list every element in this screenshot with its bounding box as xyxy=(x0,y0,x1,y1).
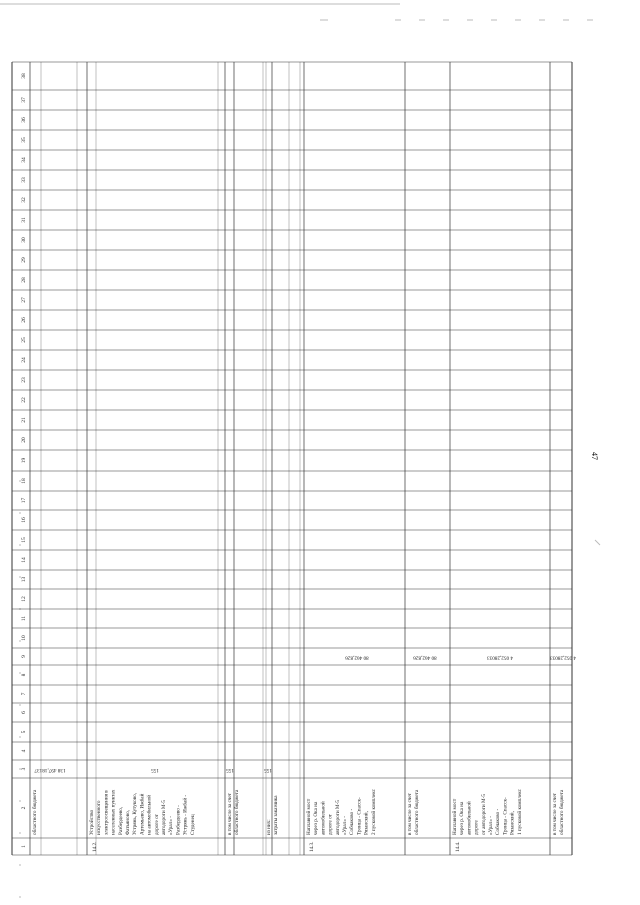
table-grid xyxy=(12,62,572,855)
column-header-number: 15 xyxy=(21,537,27,543)
row-number: 14.3. xyxy=(309,841,315,852)
row-name-line: Рязанский, xyxy=(363,811,370,835)
row-name-line: Разбердеево, xyxy=(117,806,124,835)
table-body xyxy=(31,655,576,853)
row-name-line: дороге xyxy=(473,820,480,835)
row-name-line: областного бюджета xyxy=(414,789,421,835)
row-name-line: Наплавной мост xyxy=(452,798,458,835)
col3-value: 155 xyxy=(226,767,234,773)
table-row xyxy=(305,655,377,853)
table-row xyxy=(226,767,240,835)
row-name-line: Устройство xyxy=(89,809,95,835)
col3-value: 155 xyxy=(264,767,272,773)
row-number: 14.4. xyxy=(455,841,461,852)
col9-value: 80 462,826 xyxy=(413,654,437,661)
row-name-line: из них: xyxy=(266,819,272,835)
column-header-number: 8 xyxy=(21,673,27,677)
table-row xyxy=(88,767,196,852)
row-name-line: Троица - Спасск- xyxy=(356,797,363,835)
row-name-line: в том числе за счет xyxy=(407,793,413,835)
column-header-number: 1 xyxy=(21,845,27,848)
row-name-line: электроосвещения в xyxy=(103,790,110,835)
col3-value: 155 xyxy=(151,767,159,773)
row-name-line: Устрянь - Ижбай - xyxy=(182,794,189,835)
row-name-line: в том числе за счет xyxy=(227,793,233,835)
column-header-number: 35 xyxy=(21,137,27,143)
row-number: 14.2. xyxy=(92,841,98,852)
row-name-line: населенных пунктах xyxy=(110,789,117,835)
column-header-row xyxy=(21,73,27,848)
row-name-line: автомобильной xyxy=(466,801,473,835)
row-name-line: Наплавной мост xyxy=(306,798,312,835)
column-header-number: 34 xyxy=(21,157,27,163)
col3-value: 138 497,18137 xyxy=(34,767,66,773)
column-header-number: 22 xyxy=(21,397,27,403)
column-header-number: 13 xyxy=(21,576,27,583)
column-header-number: 37 xyxy=(21,97,27,103)
column-header-number: 33 xyxy=(21,177,27,183)
column-header-number: 14 xyxy=(21,557,27,563)
row-name-line: Артемьево, Ижбай xyxy=(139,793,146,835)
column-header-number: 11 xyxy=(21,615,27,622)
column-header-number: 31 xyxy=(21,217,27,223)
row-name-line: затраты заказчика xyxy=(273,795,280,835)
row-name-line: Троица - Спасск- xyxy=(502,797,509,835)
column-header-number: 16 xyxy=(21,517,27,523)
row-name-line: искусственного xyxy=(96,800,103,835)
column-header-number: 12 xyxy=(21,596,27,602)
column-header-number: 18 xyxy=(21,478,27,484)
column-header-number: 9 xyxy=(21,655,27,658)
column-header-number: 19 xyxy=(21,457,27,464)
row-name-line: на автомобильной xyxy=(146,794,153,835)
col9-value: 80 462,826 xyxy=(345,654,369,661)
row-name-line: через р. Ока на xyxy=(313,801,320,835)
table-row xyxy=(31,767,66,835)
column-header-number: 17 xyxy=(21,497,27,504)
column-header-number: 5 xyxy=(21,730,27,734)
row-name-line: автомобильной xyxy=(320,801,327,835)
row-name-line: Собчаково - xyxy=(349,808,356,835)
column-header-number: 20 xyxy=(21,437,27,443)
row-name-line: автодороги М-5 xyxy=(334,800,341,835)
row-name-line: Студенец xyxy=(189,814,196,835)
column-header-number: 38 xyxy=(21,73,27,79)
column-header-number: 26 xyxy=(21,317,27,323)
column-header-number: 2 xyxy=(21,806,27,810)
page-number: 47 xyxy=(590,452,599,460)
row-name-line: через р. Ока на xyxy=(459,801,466,835)
row-name-line: «Урал» - xyxy=(342,816,348,835)
column-header-number: 36 xyxy=(21,117,27,123)
column-header-number: 27 xyxy=(21,297,27,303)
row-name-line: от автодороги М-5 xyxy=(480,794,487,835)
row-name-line: 1 пусковой комплекс xyxy=(516,789,523,835)
column-header-number: 10 xyxy=(21,635,27,641)
col9-value: 4 052,28033 xyxy=(487,654,513,661)
row-name-line: Разбердеево - xyxy=(175,805,182,835)
row-name-line: «Урал» - xyxy=(488,816,494,835)
table-row xyxy=(451,655,523,853)
row-name-line: дороге от xyxy=(327,814,334,835)
table-row xyxy=(407,655,437,836)
row-name-line: Фатьяново, xyxy=(125,810,131,835)
row-name-line: Собчаково - xyxy=(495,808,502,835)
column-header-number: 21 xyxy=(21,417,27,423)
column-header-number: 3 xyxy=(21,767,27,771)
column-header-number: 4 xyxy=(21,749,27,753)
row-name-line: в том числе за счет xyxy=(552,793,558,835)
col9-value: 4 052,28033 xyxy=(550,654,576,661)
row-name-line: «Урал» - xyxy=(168,816,175,835)
row-name-line: областного бюджета xyxy=(559,789,566,835)
column-header-number: 28 xyxy=(21,277,27,283)
column-header-number: 24 xyxy=(21,357,27,363)
column-header-number: 25 xyxy=(21,337,27,343)
row-name-line: областного бюджета xyxy=(32,789,38,835)
row-name-line: Рязанский, xyxy=(509,811,516,835)
row-name-line: дороге от xyxy=(153,814,160,835)
column-header-number: 6 xyxy=(21,711,27,714)
row-name-line: автодороги М-5 xyxy=(161,800,167,835)
row-name-line: областного бюджета xyxy=(234,789,241,835)
column-header-number: 30 xyxy=(21,237,27,243)
column-header-number: 7 xyxy=(21,692,27,696)
column-header-number: 32 xyxy=(21,197,27,203)
row-name-line: 2 пусковой комплекс xyxy=(370,789,377,835)
row-name-line: Устрянь, Кутуково, xyxy=(132,792,139,835)
column-header-number: 23 xyxy=(21,377,27,383)
column-header-number: 29 xyxy=(21,257,27,263)
